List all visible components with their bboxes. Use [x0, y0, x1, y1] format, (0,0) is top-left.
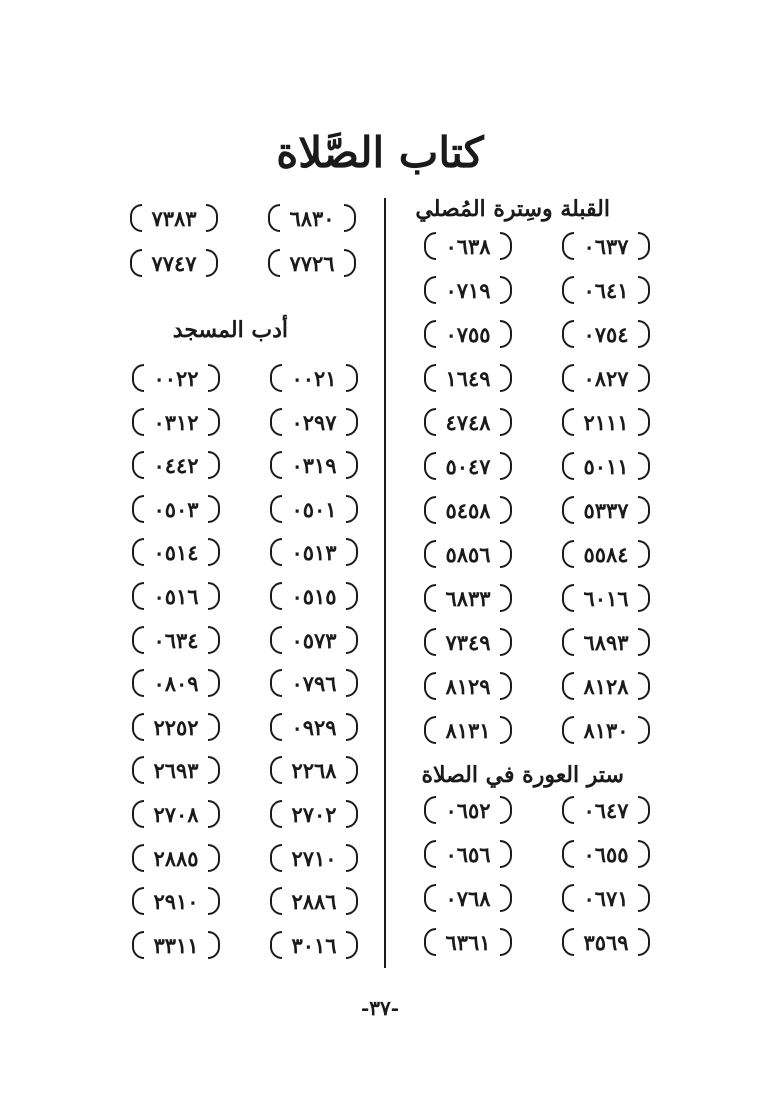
hadith-number: ٥٠١١ — [562, 450, 650, 484]
hadith-number: ٠٧٦٨ — [424, 882, 512, 916]
hadith-number: ٢٧٠٨ — [132, 798, 220, 832]
section-heading-masjid: أدب المسجد — [172, 317, 288, 343]
hadith-number: ٠٥١٥ — [270, 580, 358, 614]
hadith-number: ٢٨٨٦ — [270, 885, 358, 919]
hadith-number: ٦٨٣٠ — [268, 202, 356, 236]
hadith-number: ٠٧٥٤ — [562, 318, 650, 352]
hadith-number: ٠٣١٩ — [270, 449, 358, 483]
hadith-number: ٢١١١ — [562, 406, 650, 440]
hadith-number: ٠٦٣٧ — [562, 230, 650, 264]
hadith-number: ٠٥١٤ — [132, 536, 220, 570]
hadith-number: ٧٣٨٣ — [130, 202, 218, 236]
hadith-number: ٠٥٠٣ — [132, 493, 220, 527]
hadith-number: ٨١٣١ — [424, 714, 512, 748]
hadith-number: ٠٥١٦ — [132, 580, 220, 614]
hadith-number: ٥٠٤٧ — [424, 450, 512, 484]
hadith-number: ٧٧٢٦ — [268, 247, 356, 281]
hadith-number: ٢٢٦٨ — [270, 754, 358, 788]
hadith-number: ٤٧٤٨ — [424, 406, 512, 440]
hadith-number: ٠٤٤٢ — [132, 449, 220, 483]
hadith-number: ٨١٢٨ — [562, 670, 650, 704]
hadith-number: ٠٥١٣ — [270, 536, 358, 570]
hadith-number: ٧٣٤٩ — [424, 626, 512, 660]
hadith-number: ٦٨٩٣ — [562, 626, 650, 660]
hadith-number: ٦٣٦١ — [424, 926, 512, 960]
hadith-number: ٠٦٣٨ — [424, 230, 512, 264]
hadith-number: ٢٢٥٢ — [132, 711, 220, 745]
hadith-number: ٥٤٥٨ — [424, 494, 512, 528]
section-heading-awra: ستر العورة في الصلاة — [421, 762, 624, 788]
hadith-number: ٣٥٦٩ — [562, 926, 650, 960]
hadith-number: ٠٨٢٧ — [562, 362, 650, 396]
hadith-number: ٠٧٥٥ — [424, 318, 512, 352]
hadith-number: ٦٨٣٣ — [424, 582, 512, 616]
hadith-number: ٢٨٨٥ — [132, 842, 220, 876]
hadith-number: ٠٦٥٥ — [562, 838, 650, 872]
hadith-number: ٠٦٥٢ — [424, 794, 512, 828]
section-heading-qibla: القبلة وسِترة المُصلي — [415, 196, 610, 222]
hadith-number: ٠٢٩٧ — [270, 406, 358, 440]
hadith-number: ٠٨٠٩ — [132, 667, 220, 701]
hadith-number: ٥٣٣٧ — [562, 494, 650, 528]
column-divider — [384, 198, 386, 968]
hadith-number: ٠٠٢٢ — [132, 362, 220, 396]
hadith-number: ٥٨٥٦ — [424, 538, 512, 572]
page-number: -٣٧- — [360, 996, 400, 1020]
hadith-number: ٠٦٣٤ — [132, 624, 220, 658]
hadith-number: ٢٩١٠ — [132, 885, 220, 919]
hadith-number: ٠٩٢٩ — [270, 711, 358, 745]
hadith-number: ١٦٤٩ — [424, 362, 512, 396]
hadith-number: ٠٦٧١ — [562, 882, 650, 916]
hadith-number: ٢٧٠٢ — [270, 798, 358, 832]
hadith-number: ٣٠١٦ — [270, 929, 358, 963]
hadith-number: ٢٦٩٣ — [132, 754, 220, 788]
hadith-number: ٣٣١١ — [132, 929, 220, 963]
hadith-number: ٠٧١٩ — [424, 274, 512, 308]
hadith-number: ٠٦٤١ — [562, 274, 650, 308]
hadith-number: ٨١٣٠ — [562, 714, 650, 748]
hadith-number: ٠٥٧٣ — [270, 624, 358, 658]
hadith-number: ٥٥٨٤ — [562, 538, 650, 572]
hadith-number: ٧٧٤٧ — [130, 247, 218, 281]
hadith-number: ٠٧٩٦ — [270, 667, 358, 701]
hadith-number: ٠٦٥٦ — [424, 838, 512, 872]
hadith-number: ٠٦٤٧ — [562, 794, 650, 828]
hadith-number: ٠٣١٢ — [132, 406, 220, 440]
page-title: كتاب الصَّلاة — [276, 128, 484, 177]
hadith-number: ٠٠٢١ — [270, 362, 358, 396]
hadith-number: ٨١٢٩ — [424, 670, 512, 704]
hadith-number: ٠٥٠١ — [270, 493, 358, 527]
hadith-number: ٢٧١٠ — [270, 842, 358, 876]
hadith-number: ٦٠١٦ — [562, 582, 650, 616]
